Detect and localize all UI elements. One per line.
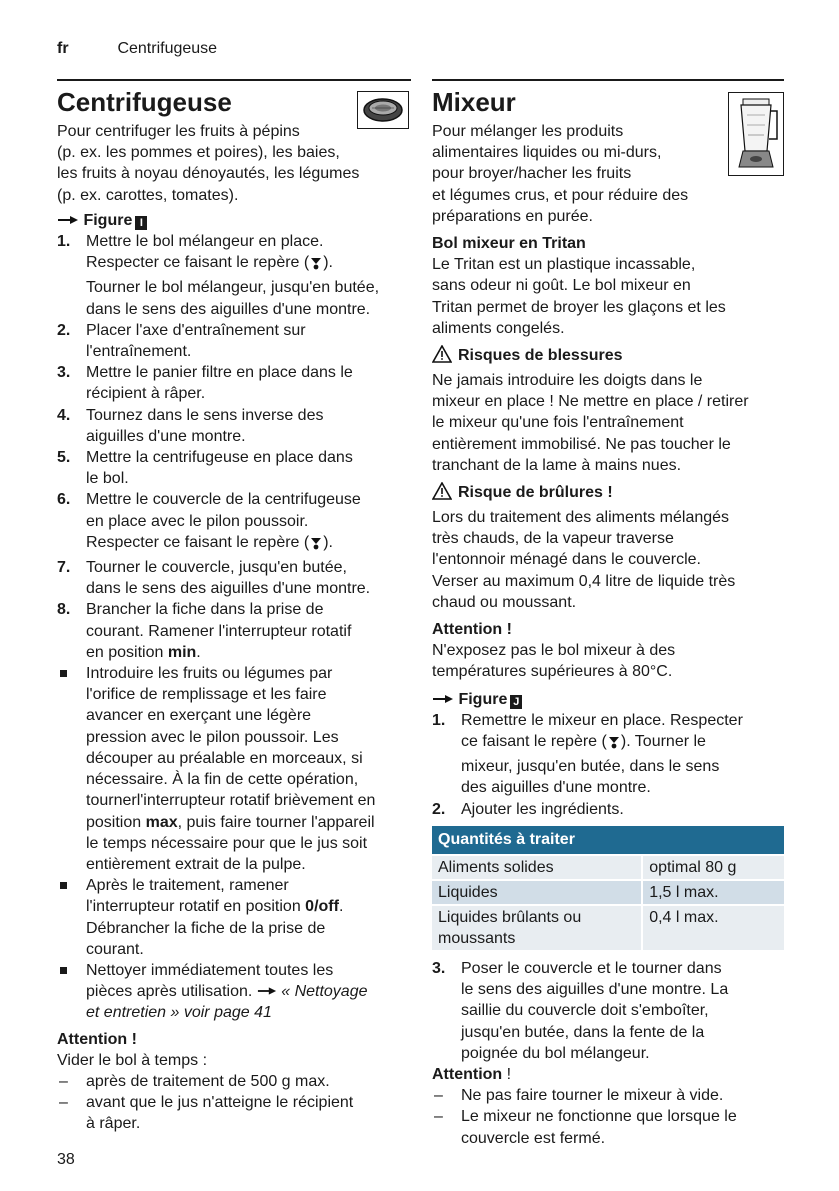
blender-illustration-icon [728, 92, 784, 176]
warning-triangle-icon [432, 482, 452, 507]
list-item: 5. Mettre la centrifugeuse en place dans le bol. [57, 449, 353, 488]
mixer-title-row [432, 87, 784, 117]
list-item: 2. Ajouter les ingrédients. [432, 800, 624, 818]
list-item: 7. Tourner le couvercle, jusqu'en butée, dans le sens des aiguilles d'une montre. [57, 559, 371, 598]
list-item: 2. Placer l'axe d'entraînement sur l'entraînement. [57, 321, 306, 361]
arrow-right-icon [432, 689, 454, 710]
section-rule [57, 79, 411, 81]
arrow-right-icon [257, 981, 277, 1002]
right-column [432, 79, 784, 1149]
mixer-intro: Pour mélanger les produits alimentaires liquides ou mi-durs, pour broyer/hacher les fruits et légumes crus, et pour réduire des préparations en purée. [432, 123, 689, 225]
list-item: 3. Mettre le panier filtre en place dans le récipient à râper. [57, 364, 353, 403]
alignment-mark-icon [309, 255, 323, 277]
centrifuge-intro: Pour centrifuger les fruits à pépins (p. ex. les pommes et poires), les baies, les fruits à noyau dénoyautés, les légumes (p. ex. carottes, tomates). [57, 123, 360, 204]
header-section: Centrifugeuse [117, 40, 218, 57]
list-item: 4. Tournez dans le sens inverse des aiguilles d'une montre. [57, 406, 324, 445]
table-header: Quantités à traiter [432, 826, 784, 854]
attention-intro: Vider le bol à temps : [57, 1051, 208, 1069]
centrifuge-steps [57, 231, 411, 663]
centrifuge-illustration-icon [357, 91, 409, 129]
attention-heading: Attention ! [57, 1030, 137, 1048]
alignment-mark-icon [309, 535, 323, 557]
list-item: Introduire les fruits ou légumes par l'orifice de remplissage et les faire avancer en exerçant une légère pression avec le pilon poussoir. Les découper au préalable en morceaux, si nécessaire. À la fin de cette opération, tournerl'interrupteur rotatif brièvement en position max, puis faire tourner l'appareil le temps nécessaire pour que le jus soit entièrement extrait de la pulpe. [57, 663, 411, 875]
list-item: Après le traitement, ramener l'interrupteur rotatif en position 0/off. Débrancher la fiche de la prise de courant. [57, 875, 411, 960]
list-item: – avant que le jus n'atteigne le récipient à râper. [59, 1094, 354, 1133]
burn-warning-heading: Risque de brûlures ! [432, 482, 784, 507]
attention-heading: Attention ! [432, 1065, 512, 1083]
cross-reference-link[interactable]: « Nettoyage [281, 983, 368, 1001]
bullet-square-icon [60, 967, 67, 974]
centrifuge-title: Centrifugeuse [57, 87, 232, 117]
list-item: 6. Mettre le couvercle de la centrifugeuse en place avec le pilon poussoir. Respecter ce faisant le repère ( ). [57, 489, 411, 557]
mixer-step-3 [432, 958, 784, 1064]
quantities-table [432, 826, 784, 950]
table-row: Aliments solides optimal 80 g [432, 854, 784, 879]
list-item: 3. Poser le couvercle et le tourner dans le sens des aiguilles d'une montre. La saillie du couvercle doit s'emboîter, jusqu'en butée, dans la fente de la poignée du bol mélangeur. [432, 959, 729, 1062]
attention-list [57, 1071, 411, 1135]
mixer-steps [432, 710, 784, 820]
page-number: 38 [57, 1151, 75, 1168]
language-code: fr [57, 40, 69, 57]
alignment-mark-icon [607, 734, 621, 756]
figure-reference-j: Figure J [432, 689, 784, 710]
table-row: Liquides 1,5 l max. [432, 879, 784, 904]
mixer-title: Mixeur [432, 87, 516, 117]
table-row: Liquides brûlants ou moussants 0,4 l max. [432, 904, 784, 950]
list-item: Nettoyer immédiatement toutes les pièces après utilisation. « Nettoyage et entretien » voir page 41 [57, 960, 411, 1024]
running-header [57, 40, 217, 58]
attention-heading: Attention ! [432, 621, 512, 639]
list-item: 1. Remettre le mixeur en place. Respecter ce faisant le repère ( ). Tourner le mixeur, jusqu'en butée, dans le sens des aiguilles d'une montre. [432, 711, 743, 797]
tritan-heading: Bol mixeur en Tritan [432, 235, 586, 253]
tritan-text: Le Tritan est un plastique incassable, sans odeur ni goût. Le bol mixeur en Tritan permet de broyer les glaçons et les aliments congelés. [432, 256, 726, 337]
centrifuge-title-row [57, 87, 411, 117]
arrow-right-icon [57, 210, 79, 231]
injury-warning-text: Ne jamais introduire les doigts dans le mixeur en place ! Ne mettre en place / retirer le mixeur qu'une fois l'entraînement entièrement immobilisé. Ne pas toucher le tranchant de la lame à mains nues. [432, 372, 749, 474]
injury-warning-heading: Risques de blessures [432, 345, 784, 370]
centrifuge-bullets [57, 663, 411, 1023]
cross-reference-page[interactable]: et entretien » voir page 41 [86, 1004, 272, 1022]
section-rule [432, 79, 784, 81]
warning-triangle-icon [432, 345, 452, 370]
list-item: 8. Brancher la fiche dans la prise de courant. Ramener l'interrupteur rotatif en position min. [57, 601, 352, 661]
list-item: – Ne pas faire tourner le mixeur à vide. [434, 1087, 724, 1105]
attention-list [432, 1085, 784, 1149]
figure-reference-i: Figure I [57, 210, 411, 231]
list-item: – après de traitement de 500 g max. [59, 1072, 330, 1090]
attention-text: N'exposez pas le bol mixeur à des températures supérieures à 80°C. [432, 642, 676, 681]
figure-box: J [510, 695, 522, 709]
bullet-square-icon [60, 882, 67, 889]
bullet-square-icon [60, 670, 67, 677]
list-item: – Le mixeur ne fonctionne que lorsque le couvercle est fermé. [434, 1108, 737, 1147]
burn-warning-text: Lors du traitement des aliments mélangés très chauds, de la vapeur traverse l'entonnoir ménagé dans le couvercle. Verser au maximum 0,4 litre de liquide très chaud ou moussant. [432, 509, 736, 611]
list-item: 1. Mettre le bol mélangeur en place. Respecter ce faisant le repère ( ). Tourner le bol mélangeur, jusqu'en butée, dans le sens des aiguilles d'une montre. [57, 233, 380, 318]
left-column [57, 79, 411, 1135]
figure-box: I [135, 216, 147, 230]
